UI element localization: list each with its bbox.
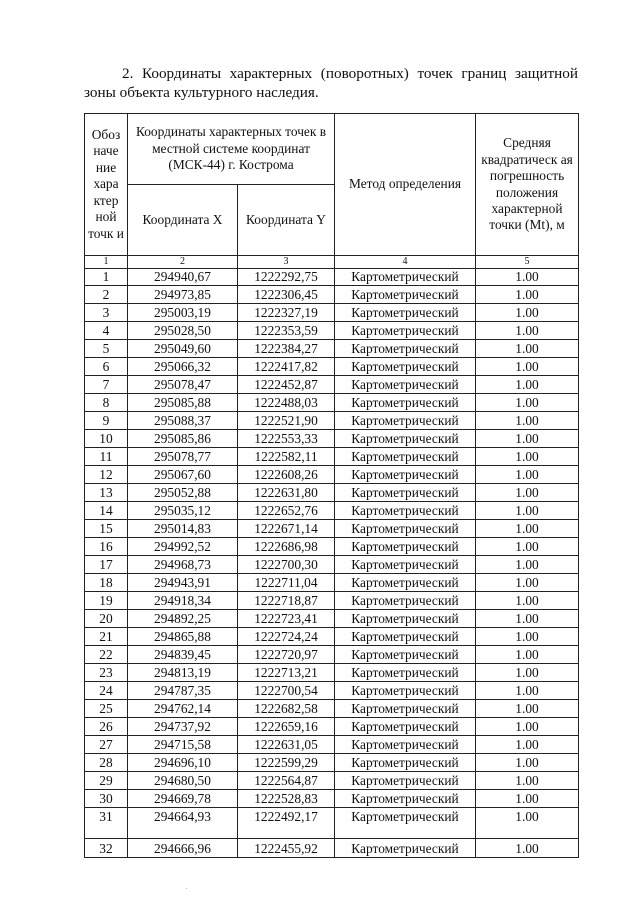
- cell-error: 1.00: [476, 736, 579, 754]
- cell-point-number: 20: [85, 610, 128, 628]
- cell-error: 1.00: [476, 448, 579, 466]
- cell-coordinate-y: 1222564,87: [238, 772, 335, 790]
- table-row: [85, 430, 579, 448]
- heading-line-1: 2. Координаты характерных (поворотных) точек границ защитной: [122, 65, 578, 82]
- table-row: [85, 574, 579, 592]
- table-row: [85, 304, 579, 322]
- cell-coordinate-x: 294892,25: [128, 610, 238, 628]
- table-row: [85, 448, 579, 466]
- cell-method: Картометрический: [335, 790, 476, 808]
- cell-coordinate-x: 294973,85: [128, 286, 238, 304]
- cell-error: 1.00: [476, 628, 579, 646]
- cell-method: Картометрический: [335, 484, 476, 502]
- cell-point-number: 18: [85, 574, 128, 592]
- cell-point-number: 29: [85, 772, 128, 790]
- cell-coordinate-y: 1222631,05: [238, 736, 335, 754]
- table-row: [85, 376, 579, 394]
- cell-coordinate-y: 1222686,98: [238, 538, 335, 556]
- cell-method: Картометрический: [335, 628, 476, 646]
- table-row: [85, 700, 579, 718]
- cell-coordinate-y: 1222452,87: [238, 376, 335, 394]
- cell-method: Картометрический: [335, 394, 476, 412]
- column-number-row: [85, 256, 579, 269]
- cell-coordinate-y: 1222720,97: [238, 646, 335, 664]
- cell-coordinate-x: 295003,19: [128, 304, 238, 322]
- table-row: [85, 664, 579, 682]
- table-row: [85, 682, 579, 700]
- section-heading: [84, 64, 578, 102]
- cell-coordinate-y: 1222582,11: [238, 448, 335, 466]
- cell-error: 1.00: [476, 322, 579, 340]
- cell-method: Картометрический: [335, 808, 476, 839]
- heading-line-2: зоны объекта культурного наследия.: [84, 84, 319, 101]
- cell-coordinate-x: 295067,60: [128, 466, 238, 484]
- cell-point-number: 3: [85, 304, 128, 322]
- cell-method: Картометрический: [335, 304, 476, 322]
- cell-point-number: 7: [85, 376, 128, 394]
- cell-method: Картометрический: [335, 574, 476, 592]
- cell-point-number: 19: [85, 592, 128, 610]
- table-row: [85, 736, 579, 754]
- cell-point-number: 30: [85, 790, 128, 808]
- table-row: [85, 610, 579, 628]
- cell-error: 1.00: [476, 394, 579, 412]
- table-row: [85, 340, 579, 358]
- cell-coordinate-y: 1222631,80: [238, 484, 335, 502]
- cell-coordinate-y: 1222521,90: [238, 412, 335, 430]
- cell-point-number: 32: [85, 839, 128, 858]
- cell-point-number: 24: [85, 682, 128, 700]
- cell-coordinate-x: 295052,88: [128, 484, 238, 502]
- cell-method: Картометрический: [335, 466, 476, 484]
- table-row: [85, 839, 579, 858]
- cell-point-number: 14: [85, 502, 128, 520]
- cell-method: Картометрический: [335, 592, 476, 610]
- cell-method: Картометрический: [335, 610, 476, 628]
- cell-method: Картометрический: [335, 502, 476, 520]
- cell-point-number: 13: [85, 484, 128, 502]
- cell-coordinate-y: 1222682,58: [238, 700, 335, 718]
- cell-error: 1.00: [476, 754, 579, 772]
- cell-method: Картометрический: [335, 700, 476, 718]
- header-coordinate-x: Координата X: [128, 185, 238, 256]
- cell-point-number: 8: [85, 394, 128, 412]
- cell-method: Картометрический: [335, 772, 476, 790]
- cell-coordinate-x: 294762,14: [128, 700, 238, 718]
- cell-method: Картометрический: [335, 736, 476, 754]
- cell-coordinate-x: 295085,86: [128, 430, 238, 448]
- cell-error: 1.00: [476, 466, 579, 484]
- cell-error: 1.00: [476, 556, 579, 574]
- table-row: [85, 412, 579, 430]
- cell-coordinate-x: 295014,83: [128, 520, 238, 538]
- cell-coordinate-y: 1222671,14: [238, 520, 335, 538]
- cell-point-number: 27: [85, 736, 128, 754]
- cell-method: Картометрический: [335, 358, 476, 376]
- cell-coordinate-x: 294865,88: [128, 628, 238, 646]
- table-row: [85, 718, 579, 736]
- cell-point-number: 4: [85, 322, 128, 340]
- cell-error: 1.00: [476, 538, 579, 556]
- cell-coordinate-x: 294992,52: [128, 538, 238, 556]
- table-row: [85, 322, 579, 340]
- cell-coordinate-y: 1222306,45: [238, 286, 335, 304]
- cell-coordinate-x: 294669,78: [128, 790, 238, 808]
- column-number: 1: [85, 256, 128, 269]
- cell-method: Картометрический: [335, 448, 476, 466]
- cell-coordinate-x: 294839,45: [128, 646, 238, 664]
- cell-error: 1.00: [476, 502, 579, 520]
- cell-point-number: 2: [85, 286, 128, 304]
- cell-coordinate-y: 1222659,16: [238, 718, 335, 736]
- table-row: [85, 790, 579, 808]
- cell-point-number: 12: [85, 466, 128, 484]
- cell-point-number: 25: [85, 700, 128, 718]
- header-mean-square-error: Средняя квадратическ ая погрешность положения характерной точки (Mt), м: [476, 114, 579, 256]
- cell-point-number: 10: [85, 430, 128, 448]
- column-number: 2: [128, 256, 238, 269]
- cell-error: 1.00: [476, 592, 579, 610]
- cell-coordinate-y: 1222711,04: [238, 574, 335, 592]
- cell-error: 1.00: [476, 520, 579, 538]
- cell-method: Картометрический: [335, 538, 476, 556]
- cell-point-number: 23: [85, 664, 128, 682]
- header-coordinate-y: Координата Y: [238, 185, 335, 256]
- cell-method: Картометрический: [335, 430, 476, 448]
- cell-error: 1.00: [476, 430, 579, 448]
- cell-method: Картометрический: [335, 682, 476, 700]
- cell-coordinate-x: 295078,47: [128, 376, 238, 394]
- cell-method: Картометрический: [335, 269, 476, 286]
- cell-coordinate-x: 294680,50: [128, 772, 238, 790]
- cell-coordinate-x: 295088,37: [128, 412, 238, 430]
- cell-coordinate-y: 1222417,82: [238, 358, 335, 376]
- cell-error: 1.00: [476, 772, 579, 790]
- cell-coordinate-x: 294715,58: [128, 736, 238, 754]
- table-row: [85, 808, 579, 839]
- cell-error: 1.00: [476, 286, 579, 304]
- table-row: [85, 772, 579, 790]
- cell-coordinate-y: 1222599,29: [238, 754, 335, 772]
- cell-method: Картометрический: [335, 322, 476, 340]
- cell-coordinate-y: 1222652,76: [238, 502, 335, 520]
- cell-point-number: 21: [85, 628, 128, 646]
- cell-coordinate-x: 295049,60: [128, 340, 238, 358]
- cell-point-number: 15: [85, 520, 128, 538]
- cell-error: 1.00: [476, 358, 579, 376]
- table-row: [85, 286, 579, 304]
- cell-coordinate-y: 1222723,41: [238, 610, 335, 628]
- cell-coordinate-y: 1222553,33: [238, 430, 335, 448]
- cell-error: 1.00: [476, 790, 579, 808]
- column-number: 5: [476, 256, 579, 269]
- cell-method: Картометрический: [335, 839, 476, 858]
- header-point-designation: Обоз наче ние хара ктер ной точк и: [85, 114, 128, 256]
- cell-coordinate-x: 294918,34: [128, 592, 238, 610]
- table-row: [85, 394, 579, 412]
- cell-point-number: 16: [85, 538, 128, 556]
- cell-error: 1.00: [476, 340, 579, 358]
- cell-method: Картометрический: [335, 718, 476, 736]
- cell-method: Картометрический: [335, 556, 476, 574]
- cell-coordinate-x: 294666,96: [128, 839, 238, 858]
- coordinates-table: [84, 113, 579, 858]
- table-row: [85, 520, 579, 538]
- cell-error: 1.00: [476, 808, 579, 839]
- cell-method: Картометрический: [335, 754, 476, 772]
- cell-coordinate-x: 294943,91: [128, 574, 238, 592]
- cell-coordinate-x: 294737,92: [128, 718, 238, 736]
- cell-coordinate-x: 295085,88: [128, 394, 238, 412]
- scan-speck: [186, 888, 187, 889]
- cell-point-number: 11: [85, 448, 128, 466]
- cell-point-number: 22: [85, 646, 128, 664]
- cell-coordinate-x: 294940,67: [128, 269, 238, 286]
- table-row: [85, 556, 579, 574]
- cell-method: Картометрический: [335, 646, 476, 664]
- table-row: [85, 269, 579, 286]
- cell-point-number: 28: [85, 754, 128, 772]
- cell-point-number: 6: [85, 358, 128, 376]
- cell-coordinate-y: 1222353,59: [238, 322, 335, 340]
- cell-coordinate-y: 1222384,27: [238, 340, 335, 358]
- cell-coordinate-x: 294664,93: [128, 808, 238, 839]
- cell-error: 1.00: [476, 574, 579, 592]
- cell-point-number: 5: [85, 340, 128, 358]
- cell-coordinate-y: 1222528,83: [238, 790, 335, 808]
- cell-error: 1.00: [476, 839, 579, 858]
- cell-method: Картометрический: [335, 664, 476, 682]
- cell-error: 1.00: [476, 304, 579, 322]
- cell-coordinate-x: 294696,10: [128, 754, 238, 772]
- cell-point-number: 17: [85, 556, 128, 574]
- cell-coordinate-y: 1222700,54: [238, 682, 335, 700]
- table-row: [85, 538, 579, 556]
- column-number: 4: [335, 256, 476, 269]
- cell-error: 1.00: [476, 269, 579, 286]
- cell-point-number: 31: [85, 808, 128, 839]
- table-row: [85, 646, 579, 664]
- cell-error: 1.00: [476, 682, 579, 700]
- cell-coordinate-y: 1222327,19: [238, 304, 335, 322]
- cell-error: 1.00: [476, 664, 579, 682]
- cell-coordinate-y: 1222724,24: [238, 628, 335, 646]
- table-row: [85, 502, 579, 520]
- cell-coordinate-x: 295066,32: [128, 358, 238, 376]
- cell-error: 1.00: [476, 376, 579, 394]
- header-coordinates-group: Координаты характерных точек в местной системе координат (МСК-44) г. Кострома: [128, 114, 335, 185]
- cell-error: 1.00: [476, 484, 579, 502]
- cell-coordinate-y: 1222700,30: [238, 556, 335, 574]
- cell-coordinate-x: 294813,19: [128, 664, 238, 682]
- cell-error: 1.00: [476, 610, 579, 628]
- table-row: [85, 358, 579, 376]
- cell-method: Картометрический: [335, 412, 476, 430]
- table-row: [85, 466, 579, 484]
- table-row: [85, 754, 579, 772]
- cell-point-number: 26: [85, 718, 128, 736]
- header-method: Метод определения: [335, 114, 476, 256]
- cell-coordinate-y: 1222488,03: [238, 394, 335, 412]
- cell-point-number: 1: [85, 269, 128, 286]
- cell-coordinate-y: 1222292,75: [238, 269, 335, 286]
- cell-error: 1.00: [476, 700, 579, 718]
- column-number: 3: [238, 256, 335, 269]
- table-row: [85, 628, 579, 646]
- cell-point-number: 9: [85, 412, 128, 430]
- table-row: [85, 592, 579, 610]
- cell-coordinate-x: 294968,73: [128, 556, 238, 574]
- cell-coordinate-x: 295035,12: [128, 502, 238, 520]
- cell-coordinate-x: 295078,77: [128, 448, 238, 466]
- cell-method: Картометрический: [335, 520, 476, 538]
- cell-method: Картометрический: [335, 340, 476, 358]
- cell-method: Картометрический: [335, 286, 476, 304]
- cell-coordinate-y: 1222713,21: [238, 664, 335, 682]
- cell-coordinate-y: 1222718,87: [238, 592, 335, 610]
- table-row: [85, 484, 579, 502]
- cell-error: 1.00: [476, 412, 579, 430]
- cell-coordinate-x: 294787,35: [128, 682, 238, 700]
- cell-method: Картометрический: [335, 376, 476, 394]
- cell-coordinate-y: 1222492,17: [238, 808, 335, 839]
- cell-error: 1.00: [476, 718, 579, 736]
- cell-error: 1.00: [476, 646, 579, 664]
- cell-coordinate-x: 295028,50: [128, 322, 238, 340]
- cell-coordinate-y: 1222455,92: [238, 839, 335, 858]
- cell-coordinate-y: 1222608,26: [238, 466, 335, 484]
